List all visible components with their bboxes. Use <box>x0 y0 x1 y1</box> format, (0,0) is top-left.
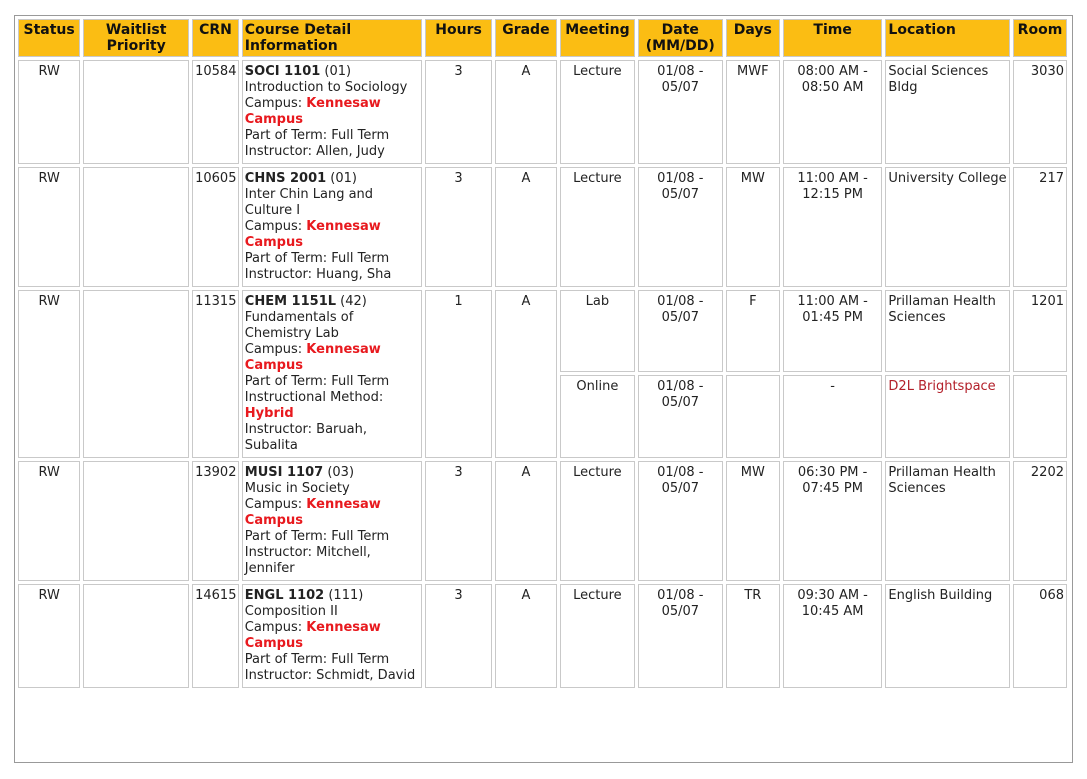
instructor: Instructor: Mitchell, Jennifer <box>244 545 371 576</box>
course-section: (03) <box>323 465 355 480</box>
room-cell <box>1013 375 1067 458</box>
instructional-method-value: Hybrid <box>244 406 294 421</box>
course-detail-cell <box>242 290 423 458</box>
instructional-method-label: Instructional Method: <box>244 390 384 405</box>
location-cell: Social Sciences Bldg <box>885 60 1010 164</box>
time-cell: - <box>783 375 883 458</box>
status-cell: RW <box>18 290 80 458</box>
campus-label: Campus: <box>244 342 307 357</box>
waitlist-cell <box>83 167 189 287</box>
course-code: ENGL 1102 <box>244 588 325 603</box>
meeting-cell: Online <box>560 375 635 458</box>
days-cell: MW <box>726 461 780 581</box>
table-row <box>18 461 1067 581</box>
location-cell: Prillaman Health Sciences <box>885 461 1010 581</box>
date-cell: 01/08 - 05/07 <box>638 584 723 688</box>
days-cell: F <box>726 290 780 372</box>
table-row <box>18 584 1067 688</box>
crn-cell: 14615 <box>192 584 239 688</box>
room-cell: 068 <box>1013 584 1067 688</box>
crn-cell: 10605 <box>192 167 239 287</box>
grade-cell: A <box>495 461 557 581</box>
location-link-d2l[interactable] <box>885 375 1010 458</box>
room-cell: 217 <box>1013 167 1067 287</box>
meeting-cell: Lecture <box>560 461 635 581</box>
course-section: (01) <box>326 171 357 186</box>
header-hours: Hours <box>425 19 491 57</box>
course-detail-cell <box>242 584 423 688</box>
header-course: Course Detail Information <box>242 19 423 57</box>
course-code: CHNS 2001 <box>244 171 327 186</box>
course-detail-cell <box>242 167 423 287</box>
waitlist-cell <box>83 60 189 164</box>
course-title: Fundamentals of Chemistry Lab <box>244 310 354 341</box>
location-cell: University College <box>885 167 1010 287</box>
days-cell: MWF <box>726 60 780 164</box>
header-grade: Grade <box>495 19 557 57</box>
part-of-term: Part of Term: Full Term <box>244 128 390 143</box>
status-cell: RW <box>18 60 80 164</box>
header-room: Room <box>1013 19 1067 57</box>
table-row <box>18 167 1067 287</box>
campus-label: Campus: <box>244 96 307 111</box>
instructor: Instructor: Huang, Sha <box>244 267 392 282</box>
meeting-cell: Lecture <box>560 584 635 688</box>
instructor: Instructor: Allen, Judy <box>244 144 385 159</box>
course-title: Inter Chin Lang and Culture I <box>244 187 374 218</box>
campus-label: Campus: <box>244 219 307 234</box>
campus-value: Kennesaw Campus <box>244 219 381 250</box>
campus-value: Kennesaw Campus <box>244 96 381 127</box>
campus-value: Kennesaw Campus <box>244 497 381 528</box>
hours-cell: 3 <box>425 167 491 287</box>
grade-cell: A <box>495 167 557 287</box>
instructor: Instructor: Baruah, Subalita <box>244 422 367 453</box>
header-crn: CRN <box>192 19 239 57</box>
time-cell: 09:30 AM - 10:45 AM <box>783 584 883 688</box>
campus-value: Kennesaw Campus <box>244 620 381 651</box>
date-cell: 01/08 - 05/07 <box>638 461 723 581</box>
date-cell: 01/08 - 05/07 <box>638 60 723 164</box>
part-of-term: Part of Term: Full Term <box>244 251 390 266</box>
header-date: Date (MM/DD) <box>638 19 723 57</box>
course-code: CHEM 1151L <box>244 294 337 309</box>
hours-cell: 1 <box>425 290 491 458</box>
status-cell: RW <box>18 167 80 287</box>
grade-cell: A <box>495 60 557 164</box>
location-cell: Prillaman Health Sciences <box>885 290 1010 372</box>
meeting-cell: Lecture <box>560 60 635 164</box>
course-detail-cell <box>242 60 423 164</box>
course-code: SOCI 1101 <box>244 64 321 79</box>
header-meeting: Meeting <box>560 19 635 57</box>
status-cell: RW <box>18 584 80 688</box>
date-cell: 01/08 - 05/07 <box>638 290 723 372</box>
location-cell: English Building <box>885 584 1010 688</box>
header-days: Days <box>726 19 780 57</box>
status-cell: RW <box>18 461 80 581</box>
date-cell: 01/08 - 05/07 <box>638 167 723 287</box>
table-row <box>18 290 1067 372</box>
header-time: Time <box>783 19 883 57</box>
meeting-cell: Lecture <box>560 167 635 287</box>
date-cell: 01/08 - 05/07 <box>638 375 723 458</box>
course-code: MUSI 1107 <box>244 465 324 480</box>
time-cell: 11:00 AM - 12:15 PM <box>783 167 883 287</box>
room-cell: 3030 <box>1013 60 1067 164</box>
days-cell <box>726 375 780 458</box>
room-cell: 1201 <box>1013 290 1067 372</box>
header-row <box>18 19 1067 57</box>
table-row <box>18 60 1067 164</box>
course-title: Introduction to Sociology <box>244 80 408 95</box>
time-cell: 06:30 PM - 07:45 PM <box>783 461 883 581</box>
days-cell: MW <box>726 167 780 287</box>
grade-cell: A <box>495 290 557 458</box>
room-cell: 2202 <box>1013 461 1067 581</box>
campus-label: Campus: <box>244 497 307 512</box>
crn-cell: 13902 <box>192 461 239 581</box>
d2l-brightspace-link[interactable]: D2L Brightspace <box>888 379 996 394</box>
waitlist-cell <box>83 461 189 581</box>
course-detail-cell <box>242 461 423 581</box>
crn-cell: 10584 <box>192 60 239 164</box>
days-cell: TR <box>726 584 780 688</box>
course-section: (42) <box>336 294 367 309</box>
header-status: Status <box>18 19 80 57</box>
hours-cell: 3 <box>425 461 491 581</box>
header-location: Location <box>885 19 1010 57</box>
header-waitlist: Waitlist Priority <box>83 19 189 57</box>
meeting-cell: Lab <box>560 290 635 372</box>
hours-cell: 3 <box>425 584 491 688</box>
time-cell: 11:00 AM - 01:45 PM <box>783 290 883 372</box>
hours-cell: 3 <box>425 60 491 164</box>
grade-cell: A <box>495 584 557 688</box>
part-of-term: Part of Term: Full Term <box>244 374 390 389</box>
part-of-term: Part of Term: Full Term <box>244 529 390 544</box>
campus-label: Campus: <box>244 620 307 635</box>
course-title: Music in Society <box>244 481 350 496</box>
time-cell: 08:00 AM - 08:50 AM <box>783 60 883 164</box>
instructor: Instructor: Schmidt, David <box>244 668 416 683</box>
schedule-frame <box>14 15 1073 763</box>
waitlist-cell <box>83 584 189 688</box>
schedule-table <box>15 16 1070 691</box>
course-title: Composition II <box>244 604 338 619</box>
course-section: (01) <box>320 64 352 79</box>
campus-value: Kennesaw Campus <box>244 342 381 373</box>
course-section: (111) <box>324 588 364 603</box>
crn-cell: 11315 <box>192 290 239 458</box>
waitlist-cell <box>83 290 189 458</box>
part-of-term: Part of Term: Full Term <box>244 652 390 667</box>
